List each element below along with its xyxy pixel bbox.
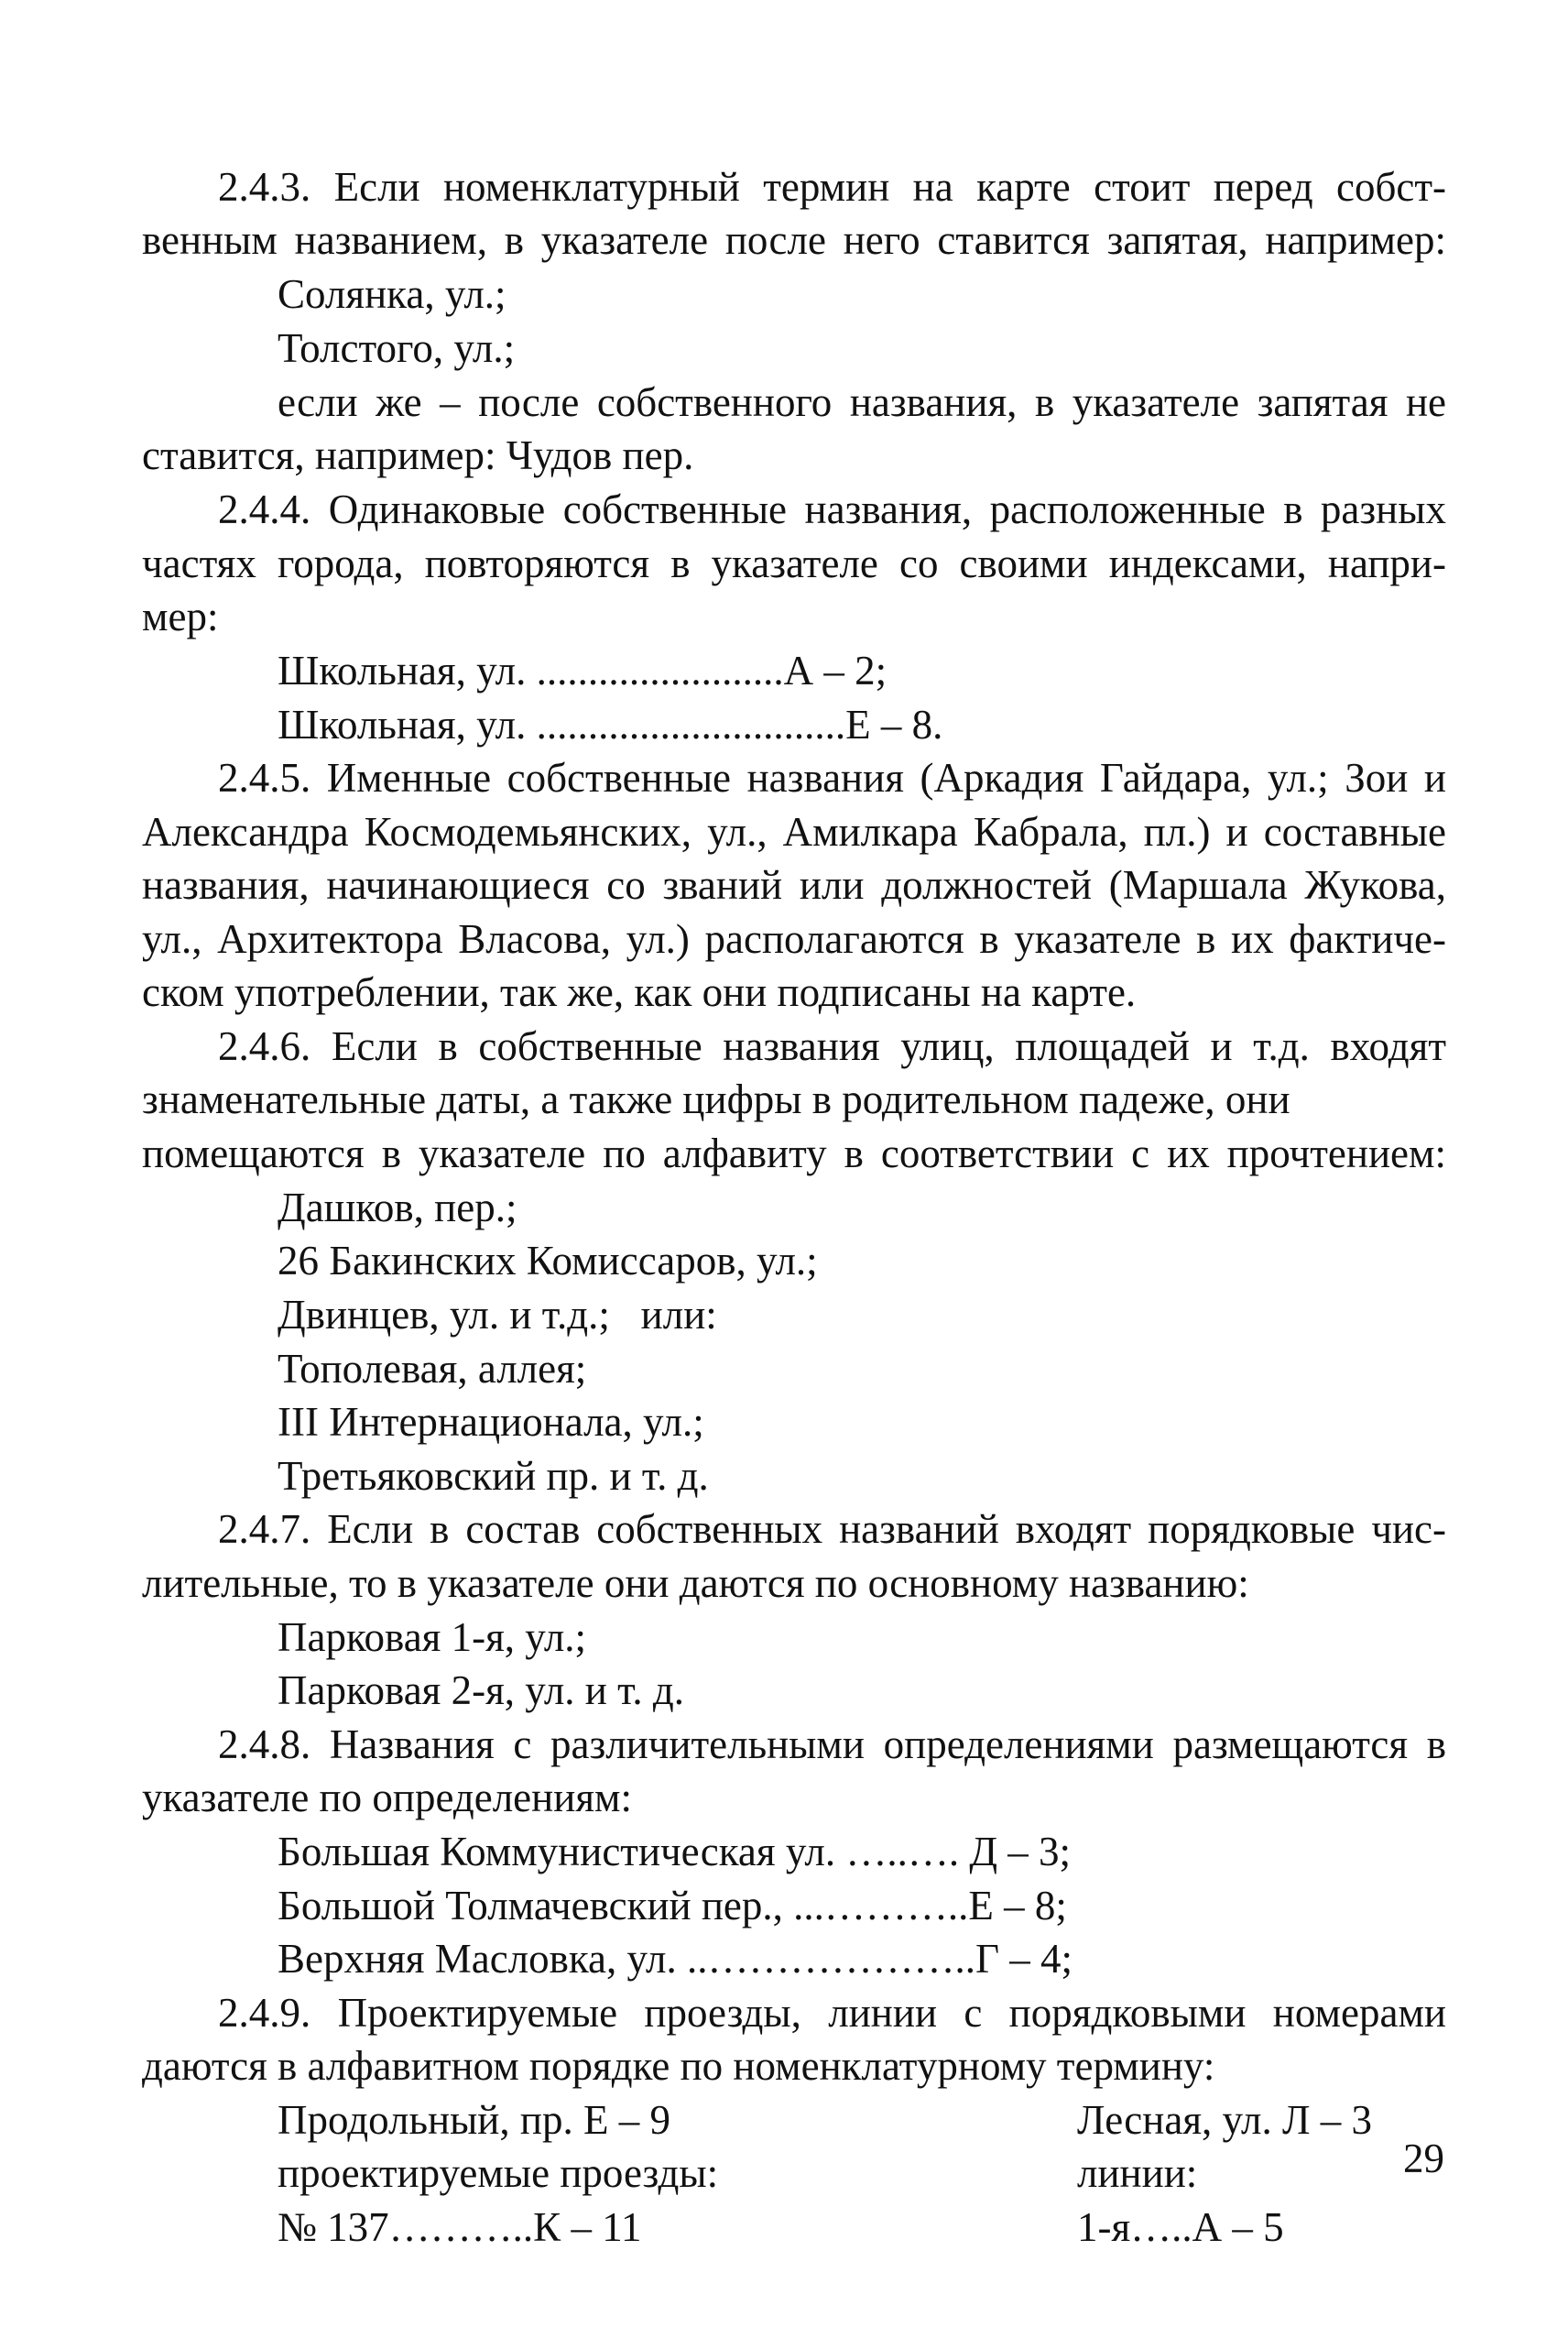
page-number: 29	[1403, 2136, 1444, 2181]
text-line: помещаются в указателе по алфавиту в соответствии с их прочтением:	[142, 1131, 1446, 1176]
text-line: 2.4.7. Если в состав собственных названий входят порядковые чис-	[218, 1506, 1446, 1552]
text-line: мер:	[142, 594, 219, 639]
text-line: III Интернационала, ул.;	[278, 1399, 704, 1445]
text-line: 26 Бакинских Комиссаров, ул.;	[278, 1238, 818, 1284]
text-line: Александра Космодемьянских, ул., Амилкара Кабрала, пл.) и составные	[142, 809, 1446, 855]
text-line: Большой Толмачевский пер., ...………..Е – 8;	[278, 1883, 1067, 1928]
text-line: 2.4.4. Одинаковые собственные названия, расположенные в разных	[218, 486, 1446, 532]
text-line: ском употреблении, так же, как они подписаны на карте.	[142, 969, 1137, 1015]
text-line: 2.4.6. Если в собственные названия улиц, площадей и т.д. входят	[218, 1023, 1446, 1069]
text-line: частях города, повторяются в указателе со своими индексами, напри-	[142, 541, 1446, 586]
text-line: Лесная, ул. Л – 3	[1077, 2097, 1373, 2143]
text-line: Парковая 1-я, ул.;	[278, 1614, 587, 1660]
text-line: ставится, например: Чудов пер.	[142, 432, 694, 478]
text-line: Большая Коммунистическая ул. …..…. Д – 3;	[278, 1829, 1072, 1874]
text-line: знаменательные даты, а также цифры в родительном падеже, они	[142, 1076, 1290, 1122]
text-line: лительные, то в указателе они даются по основному названию:	[142, 1560, 1249, 1606]
text-line: линии:	[1077, 2150, 1198, 2196]
text-line: Толстого, ул.;	[278, 325, 516, 371]
text-line: Продольный, пр. Е – 9	[278, 2097, 670, 2143]
text-line: 2.4.3. Если номенклатурный термин на карте стоит перед собст-	[218, 164, 1446, 210]
text-line: Школьная, ул. ..............................Е – 8.	[278, 702, 943, 748]
text-line: даются в алфавитном порядке по номенклатурному термину:	[142, 2043, 1215, 2089]
text-line: Солянка, ул.;	[278, 271, 506, 317]
text-line: 2.4.9. Проектируемые проезды, линии с порядковыми номерами	[218, 1990, 1446, 2036]
text-line: 2.4.8. Названия с различительными определениями размещаются в	[218, 1721, 1446, 1767]
text-line: Верхняя Масловка, ул. ..………………..Г – 4;	[278, 1936, 1073, 1982]
text-line: венным названием, в указателе после него ставится запятая, например:	[142, 217, 1446, 263]
text-line: Третьяковский пр. и т. д.	[278, 1453, 709, 1499]
text-line: Школьная, ул. ........................А – 2;	[278, 648, 887, 694]
text-line: если же – после собственного названия, в указателе запятая не	[278, 379, 1446, 425]
text-line: Парковая 2-я, ул. и т. д.	[278, 1667, 685, 1713]
text-line: указателе по определениям:	[142, 1775, 632, 1820]
text-line: ул., Архитектора Власова, ул.) располагаются в указателе в их фактиче-	[142, 916, 1446, 962]
text-line: Тополевая, аллея;	[278, 1346, 587, 1392]
text-line: 1-я…..А – 5	[1077, 2204, 1284, 2250]
text-line: 2.4.5. Именные собственные названия (Аркадия Гайдара, ул.; Зои и	[218, 755, 1446, 801]
text-line: Дашков, пер.;	[278, 1185, 517, 1230]
text-line: проектируемые проезды:	[278, 2150, 719, 2196]
text-line: названия, начинающиеся со званий или должностей (Маршала Жукова,	[142, 862, 1446, 908]
text-line: Двинцев, ул. и т.д.; или:	[278, 1292, 717, 1338]
text-line: № 137………..К – 11	[278, 2204, 642, 2250]
